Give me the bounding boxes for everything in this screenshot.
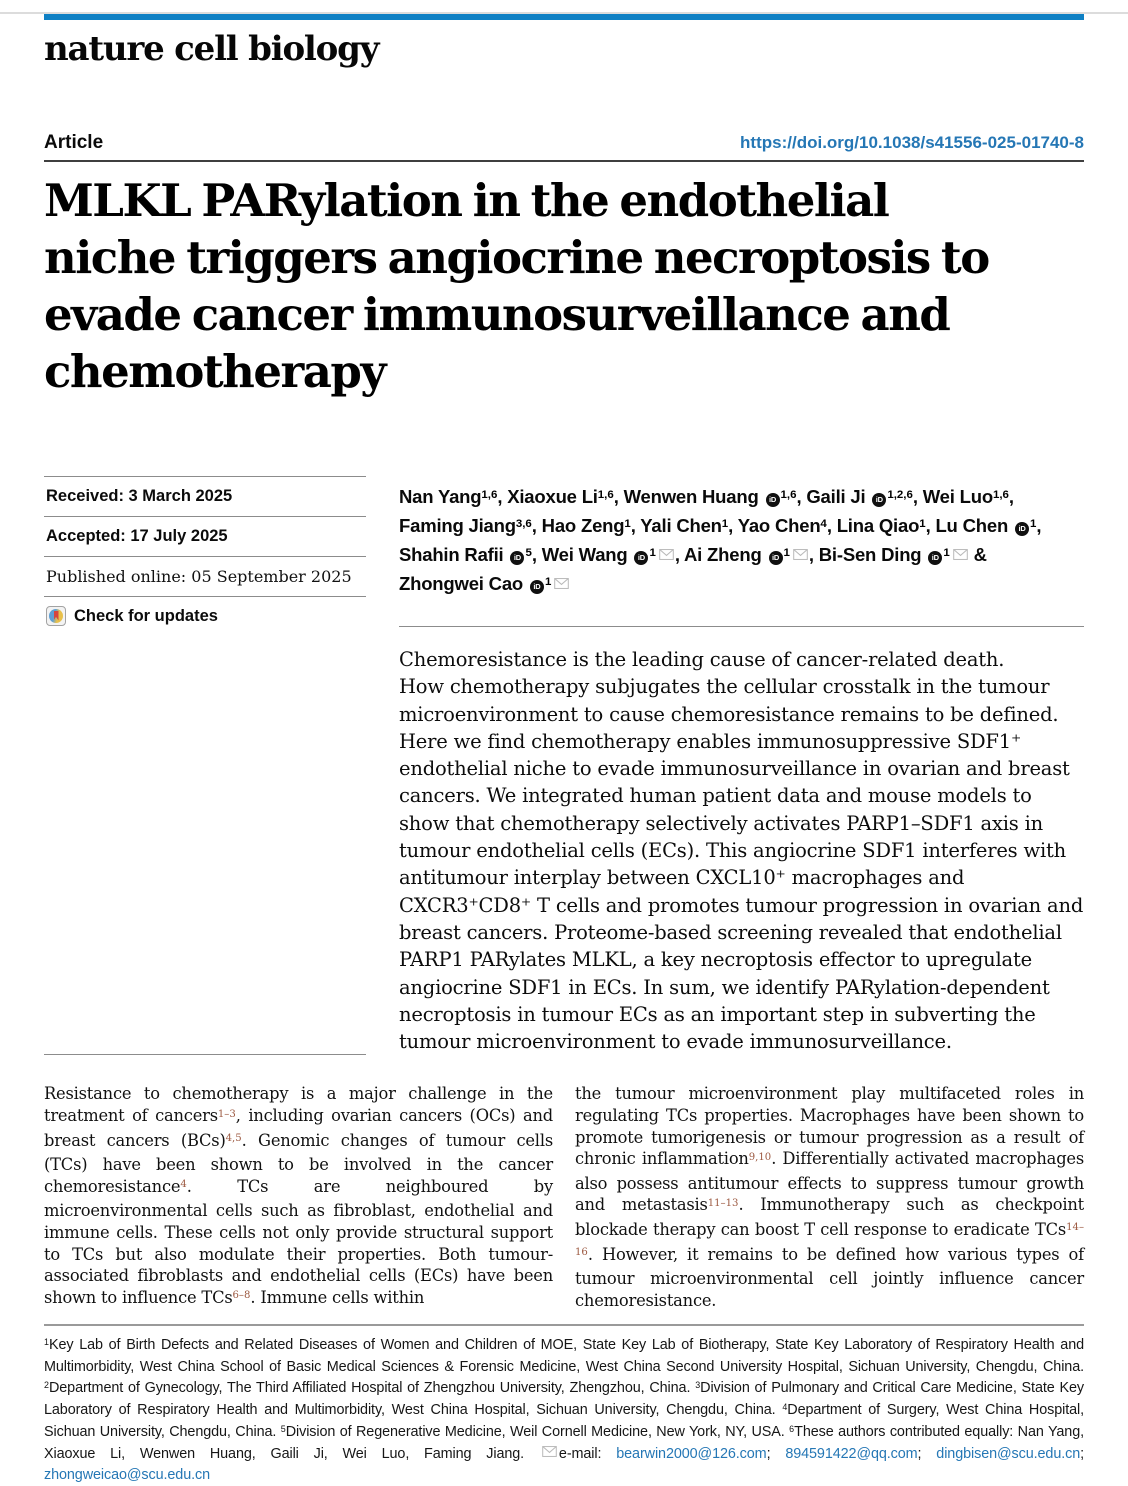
- check-for-updates-label: Check for updates: [74, 606, 218, 625]
- orcid-icon: iD: [510, 551, 524, 565]
- email-link[interactable]: 894591422@qq.com: [785, 1446, 918, 1463]
- superscript: 1: [943, 546, 950, 559]
- orcid-icon: iD: [872, 493, 886, 507]
- journal-logo: nature cell biology: [44, 29, 379, 69]
- article-meta-panel: [44, 476, 366, 1055]
- superscript: 4,5: [225, 1133, 242, 1145]
- superscript: 3,6: [515, 517, 532, 530]
- accepted-date: Accepted: 17 July 2025: [44, 516, 366, 556]
- superscript: 5: [525, 546, 532, 559]
- page-top-edge: [0, 12, 1128, 14]
- footnote-divider: [44, 1324, 1084, 1326]
- abstract-divider: [399, 626, 1084, 627]
- superscript: 2: [44, 1380, 49, 1391]
- orcid-icon: iD: [1015, 522, 1029, 536]
- envelope-icon: [554, 578, 569, 589]
- envelope-icon: [793, 549, 808, 560]
- superscript: 6: [789, 1424, 795, 1435]
- superscript: 1,6: [597, 488, 614, 501]
- superscript: 1,6: [780, 488, 797, 501]
- superscript: 1: [783, 546, 790, 559]
- superscript: 4: [820, 517, 827, 530]
- header-divider: [44, 160, 1084, 162]
- email-link[interactable]: zhongweicao@scu.edu.cn: [44, 1467, 211, 1484]
- author-list: Nan Yang$^{1,6}$, Xiaoxue Li$^{1,6}$, Wenwen Huang iD $^{1,6}$, Gaili Ji iD $^{1,2,6}$, Wei Luo$^{1,6}$, Faming Jiang$^{3,6}$, Hao Zeng$^1$, Yali Chen$^1$, Yao Chen$^4$, Lina Qiao$^1$, Lu Chen iD $^1$, Shahin Rafii iD $^5$, Wei Wang iD $^1$ , Ai Zheng iD $^1$ , Bi-Sen Ding iD $^1$ & Zhongwei Cao iD $^1$: [399, 486, 1042, 594]
- superscript: 1: [544, 575, 552, 588]
- article-type-label: Article: [44, 132, 104, 153]
- meta-and-abstract-row: [44, 476, 1084, 1055]
- superscript: 4: [180, 1179, 187, 1191]
- body-column-left: Resistance to chemotherapy is a major challenge in the treatment of cancers$^{1-3}$, including ovarian cancers (OCs) and breast cancers (BCs)$^{4,5}$. Genomic changes of tumour cells (TCs) have been shown to be involved in the cancer chemoresistance$^4$. TCs are neighboured by microenvironmental cells such as fibroblast, endothelial and immune cells. These cells not only provide structural support to TCs but also modulate their properties. Both tumour-associated fibroblasts and endothelial cells (ECs) have been shown to influence TCs$^{6-8}$. Immune cells within: [44, 1084, 553, 1307]
- superscript: 5: [280, 1424, 286, 1435]
- superscript: 1: [649, 546, 656, 559]
- abstract: [399, 646, 1084, 1055]
- orcid-icon: iD: [766, 493, 780, 507]
- envelope-icon: [953, 549, 968, 560]
- superscript: 1: [44, 1337, 49, 1348]
- article-title: MLKL PARylation in the endothelial niche triggers angiocrine necroptosis to evade cancer immunosurveillance and chemotherapy: [44, 174, 989, 398]
- abstract-body: How chemotherapy subjugates the cellular crosstalk in the tumour microenvironment to cause chemoresistance remains to be defined. Here we find chemotherapy enables immunosuppressive SDF1⁺ endothelial niche to evade immunosurveillance in ovarian and breast cancers. We integrated human patient data and mouse models to show that chemotherapy selectively activates PARP1–SDF1 axis in tumour endothelial cells (ECs). This angiocrine SDF1 interferes with antitumour interplay between CXCL10⁺ macrophages and CXCR3⁺CD8⁺ T cells and promotes tumour progression in ovarian and breast cancers. Proteome-based screening revealed that endothelial PARP1 PARylates MLKL, a key necroptosis effector to upregulate angiocrine SDF1 in ECs. In sum, we identify PARylation-dependent necroptosis in tumour ECs as an important step in subverting the tumour microenvironment to evade immunosurveillance.: [399, 675, 1084, 1054]
- orcid-icon: iD: [928, 551, 942, 565]
- superscript: 1: [1030, 517, 1037, 530]
- envelope-icon: [542, 1446, 557, 1457]
- doi-link[interactable]: https://doi.org/10.1038/s41556-025-01740-8: [740, 133, 1084, 152]
- orcid-icon: iD: [530, 580, 544, 594]
- body-column-right: the tumour microenvironment play multifaceted roles in regulating TCs properties. Macrophages have been shown to promote tumorigenesis or tumour progression as a result of chronic inflammation$^{9,10}$. Differentially activated macrophages also possess antitumour effects to suppress tumour growth and metastasis$^{11-13}$. Immunotherapy such as checkpoint blockade therapy can boost T cell response to eradicate TCs$^{14-16}$. However, it remains to be defined how various types of tumour microenvironmental cell jointly influence cancer chemoresistance.: [575, 1084, 1085, 1310]
- superscript: 4: [782, 1402, 788, 1413]
- superscript: 1: [624, 517, 631, 530]
- superscript: 1,6: [481, 488, 498, 501]
- check-for-updates-button[interactable]: [44, 596, 366, 635]
- superscript: 1–3: [217, 1108, 236, 1120]
- article-header-row: [44, 132, 1084, 154]
- body-text: [44, 1083, 1084, 1311]
- superscript: 6–8: [232, 1290, 251, 1302]
- abstract-sentence-1: Chemoresistance is the leading cause of cancer-related death.: [399, 648, 1005, 671]
- article-page: [0, 12, 1128, 1486]
- crossmark-icon: [46, 606, 66, 626]
- orcid-icon: iD: [634, 551, 648, 565]
- published-date: Published online: 05 September 2025: [44, 556, 366, 596]
- affiliations-footnote: $^1$Key Lab of Birth Defects and Related Diseases of Women and Children of MOE, State Key Lab of Biotherapy, State Key Laboratory of Respiratory Health and Multimorbidity, West China School of Basic Medical Sciences & Forensic Medicine, West China Second University Hospital, Sichuan University, Chengdu, China. $^2$Department of Gynecology, The Third Affiliated Hospital of Zhengzhou University, Zhengzhou, China. $^3$Division of Pulmonary and Critical Care Medicine, State Key Laboratory of Respiratory Health and Multimorbidity, West China Hospital, Sichuan University, Chengdu, China. $^4$Department of Surgery, West China Hospital, Sichuan University, Chengdu, China. $^5$Division of Regenerative Medicine, Weil Cornell Medicine, New York, NY, USA. $^6$These authors contributed equally: Nan Yang, Xiaoxue Li, Wenwen Huang, Gaili Ji, Wei Luo, Faming Jiang. e-mail: bearwin2000@126.com; 894591422@qq.com; dingbisen@scu.edu.cn; zhongweicao@scu.edu.cn: [44, 1337, 1085, 1484]
- email-link[interactable]: bearwin2000@126.com: [616, 1446, 767, 1463]
- superscript: 1: [919, 517, 926, 530]
- envelope-icon: [659, 549, 674, 560]
- superscript: 3: [695, 1380, 701, 1391]
- superscript: 1,2,6: [887, 488, 913, 501]
- superscript: 9,10: [748, 1151, 772, 1163]
- received-date: Received: 3 March 2025: [44, 476, 366, 516]
- superscript: 1: [721, 517, 729, 530]
- email-link[interactable]: dingbisen@scu.edu.cn: [936, 1446, 1081, 1463]
- superscript: 1,6: [992, 488, 1009, 501]
- orcid-icon: iD: [769, 551, 783, 565]
- superscript: 11–13: [707, 1197, 739, 1209]
- superscript: 14–16: [575, 1222, 1084, 1259]
- right-column: [399, 476, 1084, 1055]
